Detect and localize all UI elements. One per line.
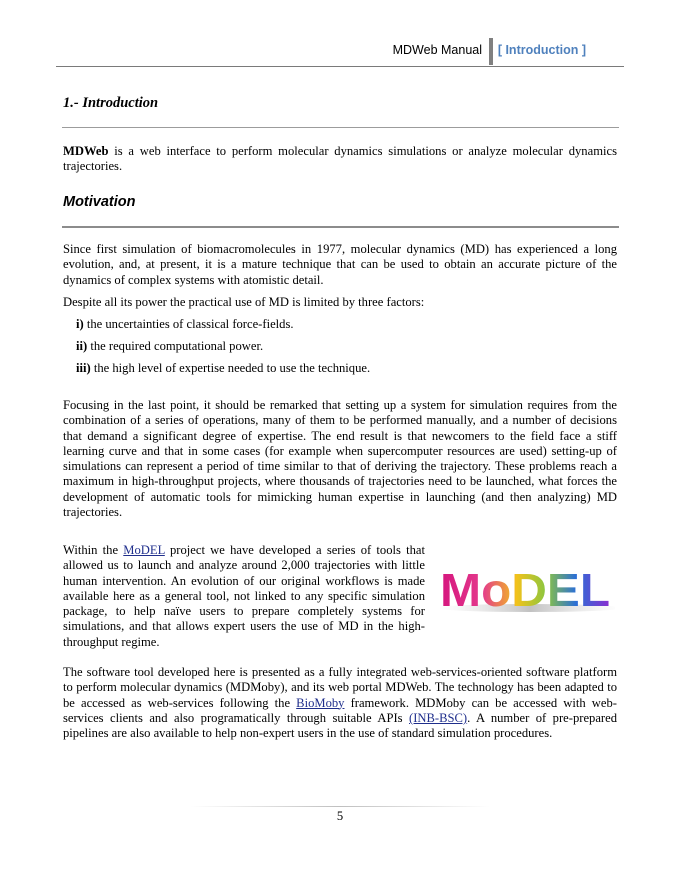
chapter-title: 1.- Introduction [63, 95, 159, 111]
factor-marker: ii) [76, 339, 88, 353]
model-logo [435, 560, 615, 620]
motivation-paragraph-4-block [63, 543, 425, 650]
header-manual-label: MDWeb Manual [392, 43, 482, 57]
inb-bsc-link[interactable]: (INB-BSC) [409, 710, 468, 725]
factor-item-1 [76, 317, 294, 332]
model-link[interactable]: MoDEL [123, 543, 165, 557]
p4-text-before: Within the [63, 543, 124, 557]
chapter-heading [63, 95, 617, 112]
motivation-paragraph-3: Focusing in the last point, it should be remarked that setting up a system for simulation requires from the combination of a series of operations, many of them to be performed manually, and a number of decisions that demand a significant degree of expertise. The end result is that newcomers to the field face a stiff learning curve and that in some cases (for example when supercomputer resources are used) setting-up of simulations can represent a period of time similar to that of deriving the trajectory. These problems reach a maximum in high-throughput projects, where thousands of trajectories need to be launched, what forces the development of automatic tools for mimicking human expertise in launching (and then analyzing) MD trajectories. [63, 398, 617, 520]
motivation-paragraph-5-block [63, 665, 617, 741]
factor-marker: iii) [76, 361, 91, 375]
intro-text: is a web interface to perform molecular dynamics simulations or analyze molecular dynamics trajectories. [63, 144, 617, 174]
intro-paragraph [63, 144, 617, 175]
motivation-paragraph-3-block [63, 398, 617, 520]
footer-divider [190, 806, 490, 807]
header-divider-bar [489, 38, 493, 65]
motivation-paragraph-5 [63, 665, 617, 741]
p5-text-c: . A number of pre-prepared pipelines are also available to help non-expert users in the use of standard simulation procedures. [63, 710, 617, 741]
chapter-rule [62, 127, 619, 128]
p4-text-after: project we have developed a series of tools that allowed us to launch and analyze around 2,000 trajectories with little human intervention. An evolution of our original workflows is made available here as a general tool, not linked to any specific simulation package, to help naïve users to prepare completely systems for simulations, and that allows expert users the use of MD in the high-throughput regime. [63, 543, 425, 649]
factor-text: the required computational power. [87, 339, 264, 353]
factor-text: the uncertainties of classical force-fields. [83, 317, 294, 331]
page-header [56, 38, 624, 67]
page-number: 5 [336, 809, 344, 823]
motivation-paragraph-2: Despite all its power the practical use of MD is limited by three factors: [63, 295, 425, 309]
intro-block [63, 144, 617, 175]
motivation-title: Motivation [63, 194, 136, 210]
motivation-paragraph-2-block [63, 295, 617, 310]
biomoby-link[interactable]: BioMoby [296, 695, 345, 710]
p5-text-b: framework. MDMoby can be accessed with web-services clients and also programatically through suitable APIs [63, 695, 617, 725]
motivation-paragraph-1-block [63, 242, 617, 288]
intro-bold-term: MDWeb [63, 144, 109, 158]
motivation-paragraph-1: Since first simulation of biomacromolecules in 1977, molecular dynamics (MD) has experienced a long evolution, and, at present, it is a mature technique that can be used to obtain an accurate picture of the dynamics of complex systems with atomistic detail. [63, 242, 617, 287]
factor-marker: i) [76, 317, 84, 331]
factor-text: the high level of expertise needed to use the technique. [90, 361, 371, 375]
logo-text: MoDEL [440, 564, 610, 616]
motivation-heading [63, 194, 617, 210]
header-section-label: [ Introduction ] [497, 43, 586, 57]
motivation-rule [62, 226, 619, 228]
motivation-paragraph-4 [63, 543, 425, 650]
factor-item-2 [76, 339, 263, 354]
p5-text-a: The software tool developed here is presented as a fully integrated web-services-oriented software platform to perform molecular dynamics (MDMoby), and its web portal MDWeb. The technology has been adapted to be accessed as web-services following the [63, 665, 617, 710]
factor-item-3 [76, 361, 370, 376]
